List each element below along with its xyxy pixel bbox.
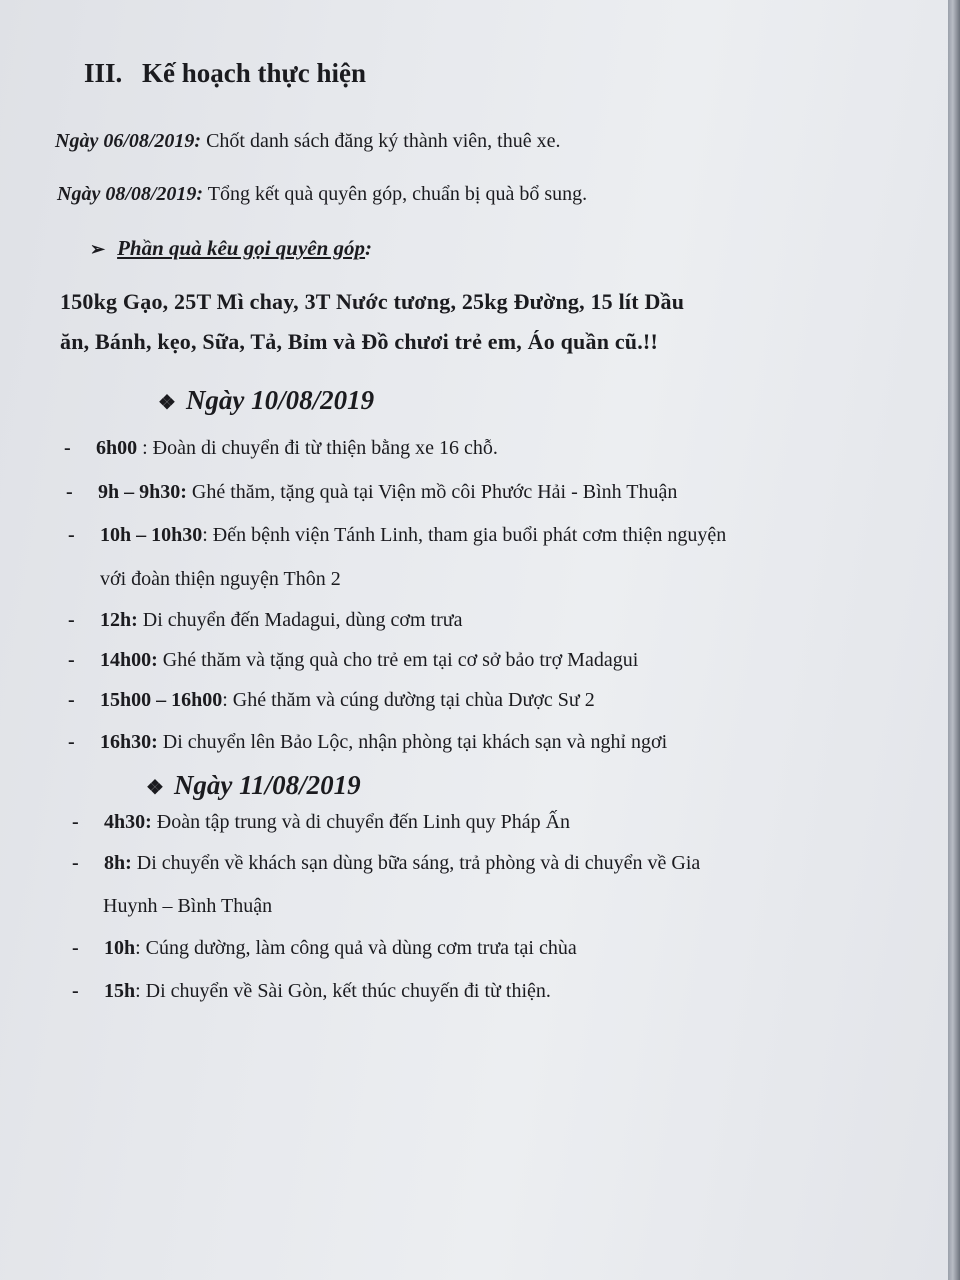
schedule-item [68, 649, 638, 672]
schedule-item [66, 481, 677, 504]
dash-bullet: - [68, 731, 75, 753]
item-time: 15h00 – 16h00 [100, 689, 223, 711]
day-heading [146, 770, 361, 801]
item-text: : Đến bệnh viện Tánh Linh, tham gia buổi phát cơm thiện nguyện [202, 524, 727, 546]
section-number: III. [84, 58, 123, 88]
intro-line [55, 130, 560, 153]
item-continuation: Huynh – Bình Thuận [103, 895, 273, 917]
item-time: 15h [104, 980, 136, 1002]
item-time: 12h: [100, 609, 138, 631]
dash-bullet: - [72, 811, 79, 833]
dash-bullet: - [66, 481, 73, 503]
item-time: 10h – 10h30 [100, 524, 203, 546]
intro-line [57, 183, 587, 206]
schedule-item [64, 437, 498, 460]
schedule-item [68, 731, 667, 754]
item-text: : Di chuyển về Sài Gòn, kết thúc chuyến đi từ thiện. [135, 980, 551, 1002]
intro-date: Ngày 08/08/2019: [57, 183, 204, 205]
dash-bullet: - [64, 437, 71, 459]
dash-bullet: - [72, 937, 79, 959]
gifts-heading-colon: : [365, 236, 373, 260]
intro-date: Ngày 06/08/2019: [55, 130, 202, 152]
dash-bullet: - [68, 609, 75, 631]
schedule-item [68, 689, 595, 712]
dash-bullet: - [68, 649, 75, 671]
section-title: Kế hoạch thực hiện [142, 58, 366, 88]
dash-bullet: - [68, 524, 75, 546]
item-time: 6h00 [96, 437, 138, 459]
item-text: Ghé thăm và tặng quà cho trẻ em tại cơ sở bảo trợ Madagui [157, 649, 639, 671]
schedule-item [72, 937, 577, 960]
dash-bullet: - [68, 689, 75, 711]
gifts-heading [90, 236, 372, 261]
page-stack-edge [948, 0, 960, 1280]
item-text: Đoàn tập trung và di chuyển đến Linh quy Pháp Ấn [151, 811, 571, 833]
day-title: Ngày 11/08/2019 [173, 770, 361, 800]
item-time: 9h – 9h30: [98, 481, 187, 503]
intro-text: Tổng kết quà quyên góp, chuẩn bị quà bổ sung. [203, 183, 588, 205]
gifts-line: ăn, Bánh, kẹo, Sữa, Tả, Bỉm và Đồ chươi trẻ em, Áo quần cũ.!! [60, 329, 658, 354]
item-time: 8h: [104, 852, 132, 874]
item-text: Ghé thăm, tặng quà tại Viện mồ côi Phước Hải - Bình Thuận [186, 481, 678, 503]
dash-bullet: - [72, 980, 79, 1002]
schedule-item [72, 852, 700, 875]
item-time: 4h30: [104, 811, 152, 833]
item-time: 10h [104, 937, 136, 959]
item-text: Di chuyển lên Bảo Lộc, nhận phòng tại khách sạn và nghỉ ngơi [157, 731, 668, 753]
diamond-bullet-icon: ❖ [158, 392, 176, 414]
item-text: Di chuyển về khách sạn dùng bữa sáng, trả phòng và di chuyển về Gia [131, 852, 701, 874]
item-text: : Ghé thăm và cúng dường tại chùa Dược Sư 2 [222, 689, 595, 711]
schedule-item [68, 524, 726, 547]
schedule-item [68, 609, 462, 632]
item-continuation: với đoàn thiện nguyện Thôn 2 [100, 568, 341, 590]
item-text: : Đoàn di chuyển đi từ thiện bằng xe 16 chỗ. [137, 437, 498, 459]
item-time: 14h00: [100, 649, 158, 671]
diamond-bullet-icon: ❖ [146, 777, 164, 799]
section-heading [84, 58, 366, 89]
item-text: Di chuyển đến Madagui, dùng cơm trưa [137, 609, 463, 631]
item-time: 16h30: [100, 731, 158, 753]
gifts-line: 150kg Gạo, 25T Mì chay, 3T Nước tương, 25kg Đường, 15 lít Dầu [60, 289, 685, 314]
schedule-item [72, 980, 551, 1003]
day-title: Ngày 10/08/2019 [185, 385, 375, 415]
day-heading [158, 385, 374, 416]
schedule-item [72, 811, 570, 834]
intro-text: Chốt danh sách đăng ký thành viên, thuê xe. [201, 130, 561, 152]
item-text: : Cúng dường, làm công quả và dùng cơm trưa tại chùa [135, 937, 577, 959]
gifts-heading-label: Phần quà kêu gọi quyên góp [117, 236, 366, 260]
arrow-bullet-icon: ➢ [90, 239, 106, 259]
dash-bullet: - [72, 852, 79, 874]
